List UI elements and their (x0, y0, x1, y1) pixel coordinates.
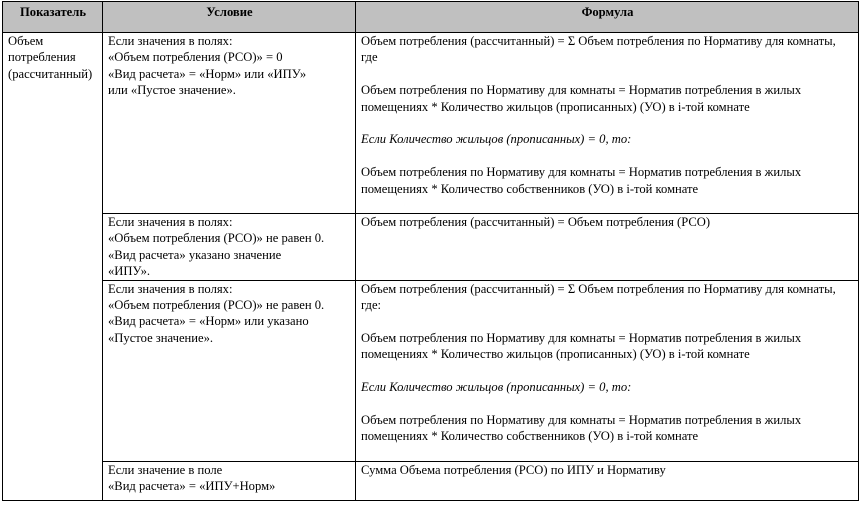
table-row (3, 33, 859, 214)
formula-cell (356, 33, 859, 214)
formula-condition-note: Если Количество жильцов (прописанных) = 0, то: (361, 380, 632, 395)
table-row (3, 214, 859, 281)
condition-cell (103, 280, 356, 461)
formula-paragraph: Объем потребления (рассчитанный) = Σ Объем потребления по Нормативу для комнаты, где: (361, 281, 836, 313)
condition-line: Если значения в полях: (108, 281, 233, 296)
formula-spec-table (2, 1, 859, 501)
condition-line: Если значения в полях: (108, 215, 233, 229)
formula-cell (356, 280, 859, 461)
formula-paragraph: Сумма Объема потребления (РСО) по ИПУ и Нормативу (361, 462, 666, 477)
condition-line: «Пустое значение». (108, 330, 214, 345)
formula-paragraph: Объем потребления (рассчитанный) = Объем потребления (РСО) (361, 215, 711, 229)
formula-paragraph: Объем потребления по Нормативу для комнаты = Норматив потребления в жилых помещениях * Количество жильцов (прописанных) (УО) в i-той комнате (361, 83, 802, 114)
formula-paragraph: Объем потребления по Нормативу для комнаты = Норматив потребления в жилых помещениях * Количество собственников (УО) в i-той комнате (361, 412, 802, 444)
formula-paragraph: Объем потребления по Нормативу для комнаты = Норматив потребления в жилых помещениях * Количество собственников (УО) в i-той комнате (361, 165, 802, 196)
header-row (3, 2, 859, 33)
formula-paragraph: Объем потребления по Нормативу для комнаты = Норматив потребления в жилых помещениях * Количество жильцов (прописанных) (УО) в i-той комнате (361, 330, 802, 362)
header-formula: Формула (356, 2, 859, 33)
metric-label-line: Объем (8, 34, 44, 48)
header-condition: Условие (103, 2, 356, 33)
formula-cell (356, 214, 859, 281)
metric-label-line: потребления (8, 50, 76, 65)
table-row (3, 461, 859, 500)
condition-line: «Объем потребления (РСО)» не равен 0. (108, 298, 325, 313)
condition-line: Если значение в поле (108, 462, 223, 477)
condition-line: «Вид расчета» = «Норм» или указано (108, 314, 309, 329)
condition-line: Если значения в полях: (108, 34, 233, 48)
condition-line: или «Пустое значение». (108, 83, 236, 98)
header-metric: Показатель (3, 2, 103, 33)
condition-line: «Объем потребления (РСО)» не равен 0. (108, 231, 325, 246)
condition-line: «Вид расчета» = «Норм» или «ИПУ» (108, 66, 307, 81)
table-row (3, 280, 859, 461)
condition-line: «Вид расчета» = «ИПУ+Норм» (108, 479, 276, 494)
condition-cell (103, 461, 356, 500)
condition-cell (103, 214, 356, 281)
metric-label-line: (рассчитанный) (8, 66, 93, 81)
condition-cell (103, 33, 356, 214)
condition-line: «Объем потребления (РСО)» = 0 (108, 50, 283, 65)
formula-condition-note: Если Количество жильцов (прописанных) = 0, то: (361, 132, 632, 147)
condition-line: «Вид расчета» указано значение (108, 247, 282, 262)
formula-cell (356, 461, 859, 500)
condition-line: «ИПУ». (108, 264, 151, 279)
formula-paragraph: Объем потребления (рассчитанный) = Σ Объем потребления по Нормативу для комнаты, где (361, 34, 836, 65)
metric-cell (3, 33, 103, 501)
